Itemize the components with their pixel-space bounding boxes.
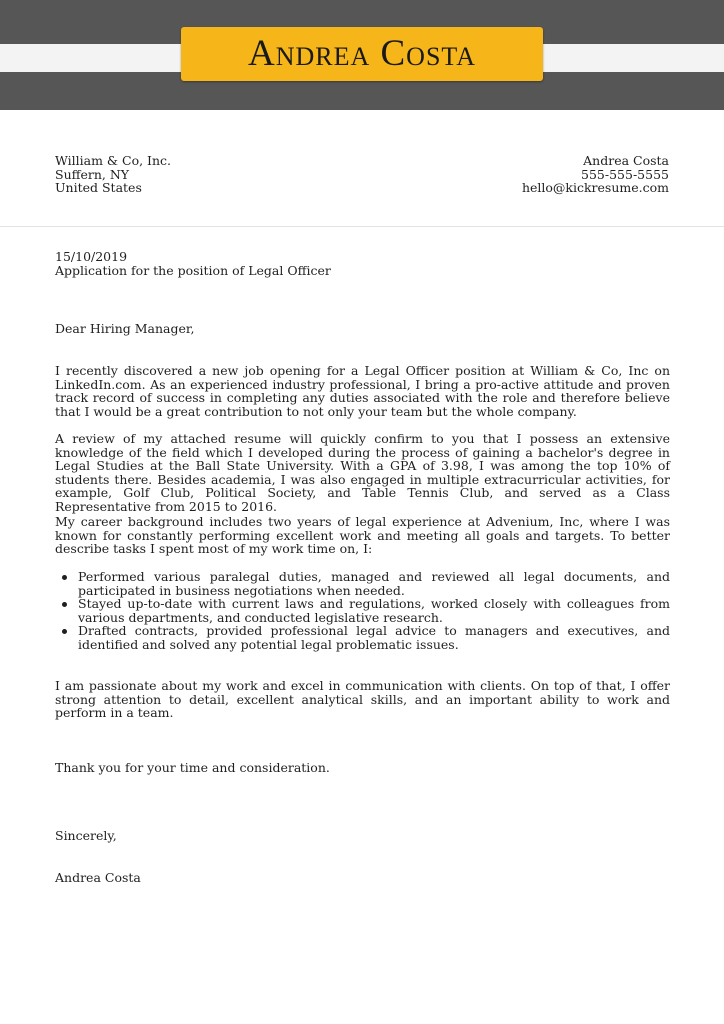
list-item-text: Performed various paralegal duties, managed and reviewed all legal documents, and participated in business negotiations when needed.: [78, 569, 670, 598]
sender-phone: 555-555-5555: [581, 166, 669, 182]
duties-list: [55, 570, 670, 652]
bullet-icon: [62, 575, 67, 580]
paragraph-skills: I am passionate about my work and excel in communication with clients. On top of that, I offer strong attention to detail, excellent analytical skills, and an important ability to work and perform in a team.: [55, 678, 670, 721]
list-item-text: Drafted contracts, provided professional legal advice to managers and executives, and identified and solved any potential legal problematic issues.: [78, 623, 670, 652]
list-item: [78, 624, 670, 651]
list-item: [78, 597, 670, 624]
letter-subject: Application for the position of Legal Officer: [55, 262, 331, 278]
closing: Sincerely,: [55, 828, 117, 843]
recipient-city: Suffern, NY: [55, 166, 130, 182]
letter-date: 15/10/2019: [55, 249, 128, 264]
applicant-name: Andrea Costa: [247, 32, 476, 74]
paragraph-experience: My career background includes two years of legal experience at Advenium, Inc, where I was known for constantly performing excellent work and meeting all goals and targets. To better describe tasks I spent most of my work time on, I:: [55, 514, 670, 557]
bullet-icon: [62, 602, 67, 607]
recipient-country: United States: [55, 180, 142, 196]
salutation: Dear Hiring Manager,: [55, 321, 195, 336]
paragraph-intro: I recently discovered a new job opening for a Legal Officer position at William & Co, Inc on LinkedIn.com. As an experienced industry professional, I bring a pro-active attitude and proven track record of success in completing any duties associated with the role and therefore believe that I would be a great contribution to not only your team but the whole company.: [55, 363, 670, 419]
divider: [0, 226, 724, 227]
paragraph-education: A review of my attached resume will quickly confirm to you that I possess an extensive knowledge of the field which I developed during the process of gaining a bachelor's degree in Legal Studies at the Ball State University. With a GPA of 3.98, I was among the top 10% of students there. Besides academia, I was also engaged in multiple extracurricular activities, for example, Golf Club, Political Society, and Table Tennis Club, and served as a Class Representative from 2015 to 2016.: [55, 431, 670, 514]
list-item: [78, 570, 670, 597]
sender-name: Andrea Costa: [583, 153, 669, 168]
sender-email: hello@kickresume.com: [521, 180, 669, 196]
list-item-text: Stayed up-to-date with current laws and regulations, worked closely with colleagues from various departments, and conducted legislative research.: [78, 596, 670, 625]
recipient-company: William & Co, Inc.: [55, 153, 171, 168]
date-subject-block: [55, 250, 670, 277]
sender-contact: [522, 154, 669, 195]
recipient-address: [55, 154, 171, 195]
signature: Andrea Costa: [55, 870, 141, 885]
name-plate: [181, 27, 543, 81]
thanks-line: Thank you for your time and consideration.: [55, 760, 330, 775]
bullet-icon: [62, 629, 67, 634]
